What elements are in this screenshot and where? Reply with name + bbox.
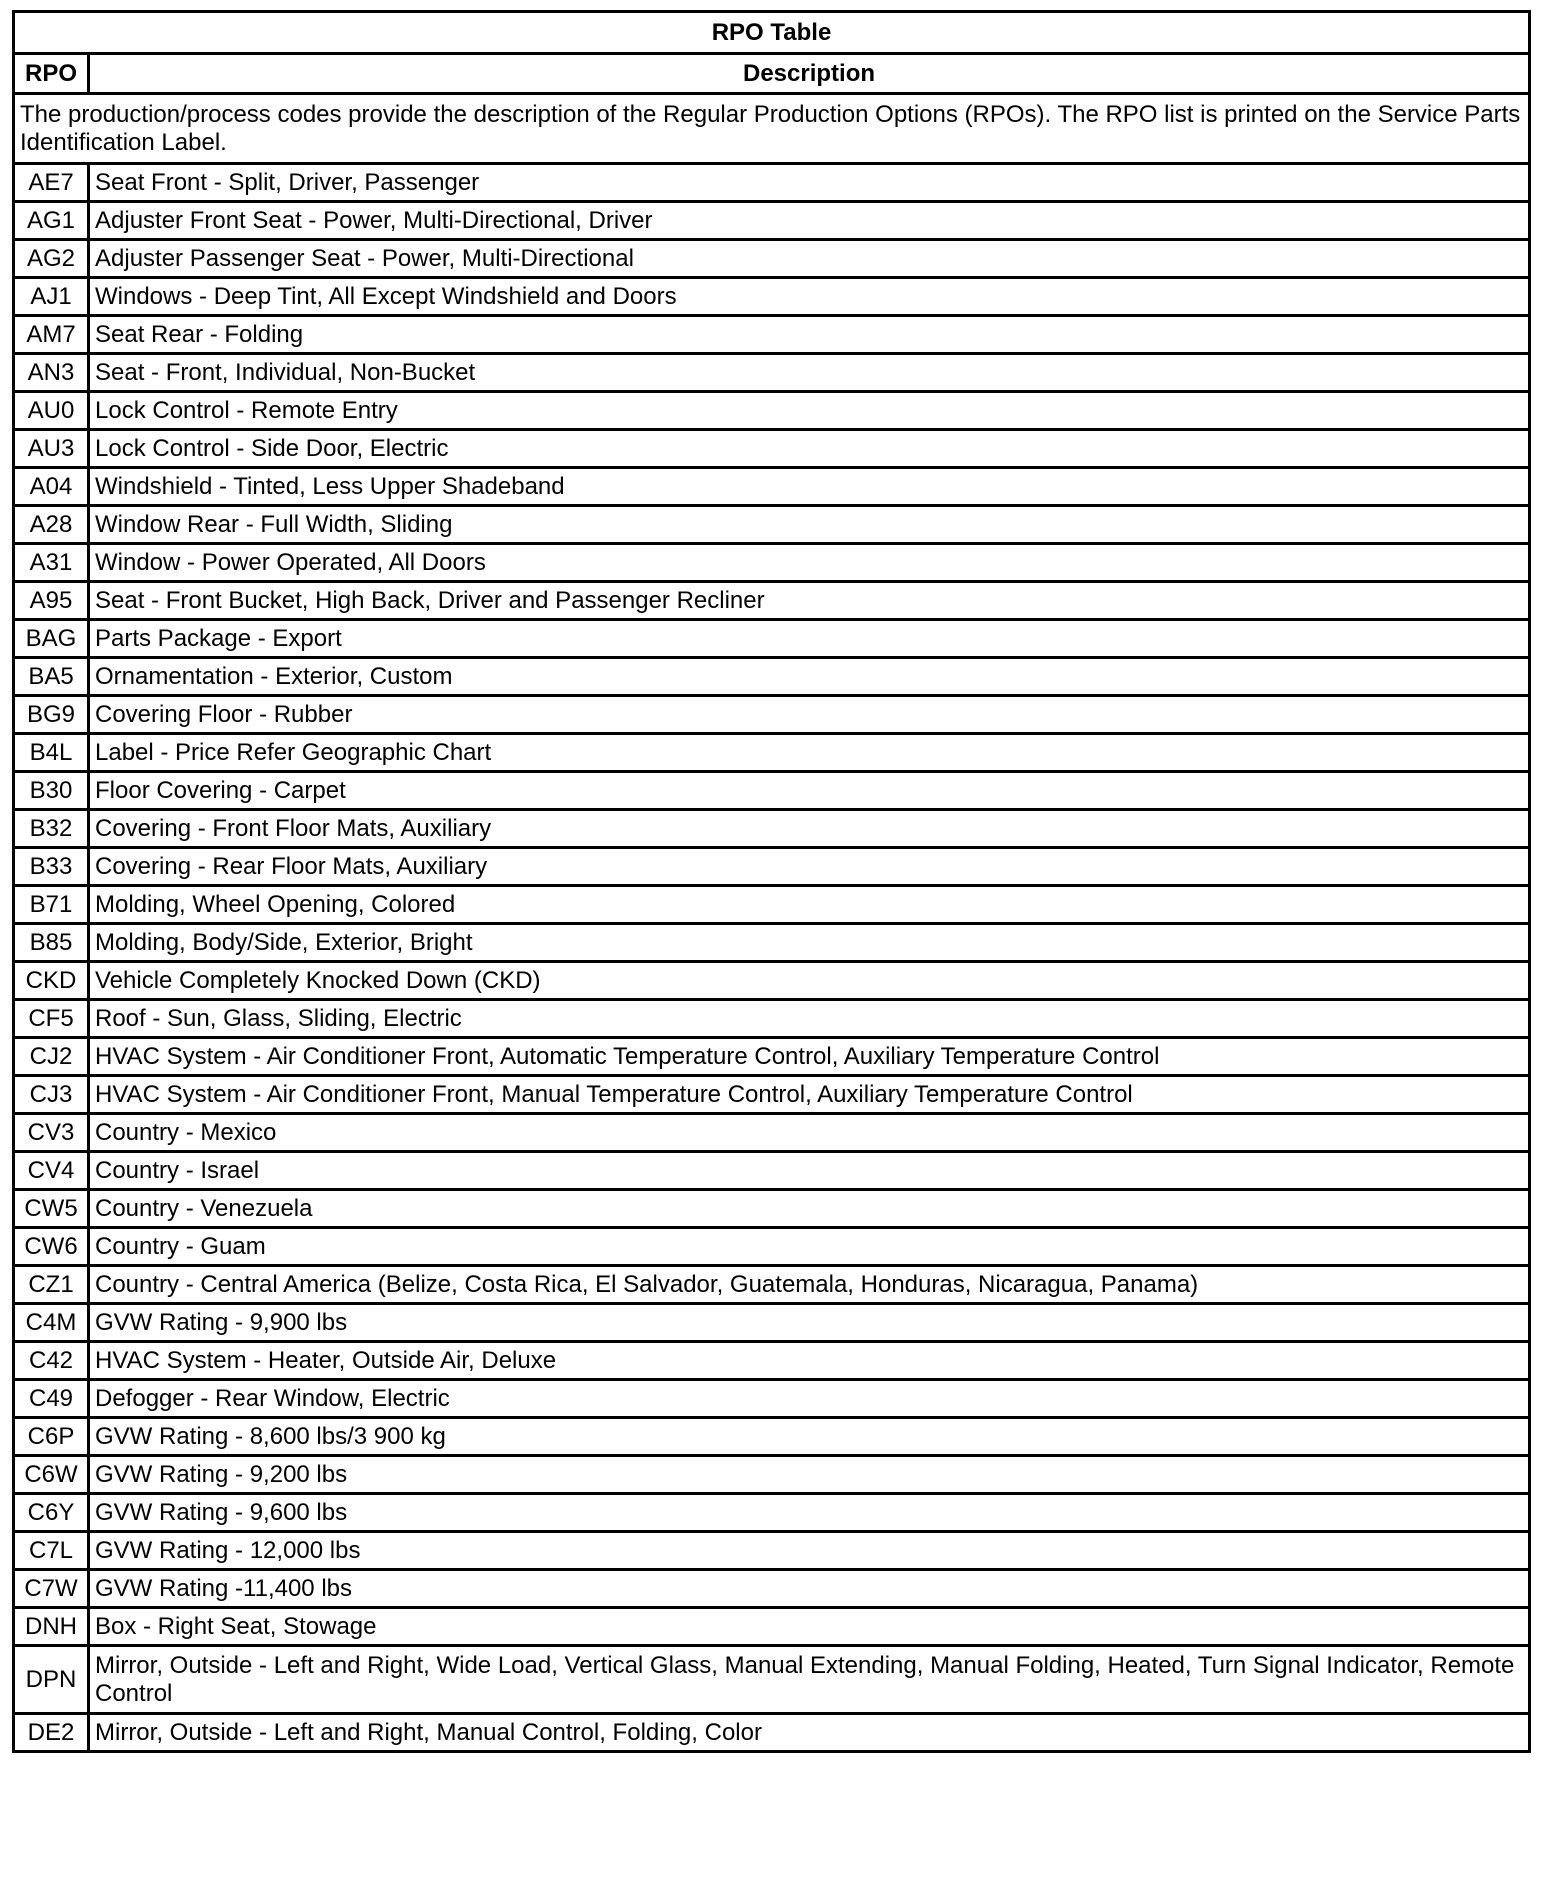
- rpo-code: AU0: [14, 392, 89, 430]
- rpo-description: GVW Rating - 9,600 lbs: [89, 1494, 1530, 1532]
- rpo-description: Seat Front - Split, Driver, Passenger: [89, 164, 1530, 202]
- table-row: [14, 1304, 1530, 1342]
- rpo-code: B4L: [14, 734, 89, 772]
- rpo-code: B30: [14, 772, 89, 810]
- table-row: [14, 1076, 1530, 1114]
- table-row: [14, 1570, 1530, 1608]
- rpo-description: Country - Mexico: [89, 1114, 1530, 1152]
- table-row: [14, 1646, 1530, 1714]
- rpo-description: Adjuster Passenger Seat - Power, Multi-Directional: [89, 240, 1530, 278]
- table-row: [14, 810, 1530, 848]
- table-row: [14, 1418, 1530, 1456]
- rpo-code: BG9: [14, 696, 89, 734]
- rpo-code: DPN: [14, 1646, 89, 1714]
- table-title-row: [14, 12, 1530, 54]
- rpo-code: CW5: [14, 1190, 89, 1228]
- rpo-code: DE2: [14, 1714, 89, 1752]
- rpo-code: CW6: [14, 1228, 89, 1266]
- table-row: [14, 582, 1530, 620]
- table-row: [14, 1494, 1530, 1532]
- rpo-description: Windshield - Tinted, Less Upper Shadeband: [89, 468, 1530, 506]
- rpo-description: Label - Price Refer Geographic Chart: [89, 734, 1530, 772]
- rpo-code: C4M: [14, 1304, 89, 1342]
- rpo-code: AM7: [14, 316, 89, 354]
- rpo-description: Vehicle Completely Knocked Down (CKD): [89, 962, 1530, 1000]
- rpo-description: Molding, Body/Side, Exterior, Bright: [89, 924, 1530, 962]
- rpo-description: Covering Floor - Rubber: [89, 696, 1530, 734]
- rpo-description: Lock Control - Remote Entry: [89, 392, 1530, 430]
- rpo-description: Seat Rear - Folding: [89, 316, 1530, 354]
- table-row: [14, 1714, 1530, 1752]
- rpo-code: CV3: [14, 1114, 89, 1152]
- rpo-description: Lock Control - Side Door, Electric: [89, 430, 1530, 468]
- table-row: [14, 240, 1530, 278]
- table-row: [14, 1152, 1530, 1190]
- table-row: [14, 696, 1530, 734]
- table-row: [14, 506, 1530, 544]
- rpo-description: HVAC System - Air Conditioner Front, Manual Temperature Control, Auxiliary Temperature Control: [89, 1076, 1530, 1114]
- column-header-description: Description: [89, 54, 1530, 94]
- rpo-code: A31: [14, 544, 89, 582]
- rpo-code: AJ1: [14, 278, 89, 316]
- intro-text: The production/process codes provide the description of the Regular Production Options (RPOs). The RPO list is printed on the Service Parts Identification Label.: [14, 94, 1530, 164]
- rpo-description: HVAC System - Air Conditioner Front, Automatic Temperature Control, Auxiliary Temperature Control: [89, 1038, 1530, 1076]
- rpo-description: Window Rear - Full Width, Sliding: [89, 506, 1530, 544]
- rpo-code: CZ1: [14, 1266, 89, 1304]
- rpo-code: AG1: [14, 202, 89, 240]
- rpo-code: C6W: [14, 1456, 89, 1494]
- rpo-code: AN3: [14, 354, 89, 392]
- table-title: RPO Table: [14, 12, 1530, 54]
- rpo-code: DNH: [14, 1608, 89, 1646]
- table-row: [14, 772, 1530, 810]
- rpo-code: CJ3: [14, 1076, 89, 1114]
- table-row: [14, 1038, 1530, 1076]
- table-row: [14, 886, 1530, 924]
- rpo-description: Mirror, Outside - Left and Right, Manual Control, Folding, Color: [89, 1714, 1530, 1752]
- rpo-code: C6Y: [14, 1494, 89, 1532]
- rpo-description: Molding, Wheel Opening, Colored: [89, 886, 1530, 924]
- rpo-description: Adjuster Front Seat - Power, Multi-Directional, Driver: [89, 202, 1530, 240]
- rpo-description: Windows - Deep Tint, All Except Windshield and Doors: [89, 278, 1530, 316]
- table-row: [14, 1114, 1530, 1152]
- table-row: [14, 1380, 1530, 1418]
- intro-row: [14, 94, 1530, 164]
- rpo-description: GVW Rating - 9,900 lbs: [89, 1304, 1530, 1342]
- rpo-description: Country - Israel: [89, 1152, 1530, 1190]
- rpo-description: GVW Rating -11,400 lbs: [89, 1570, 1530, 1608]
- rpo-description: HVAC System - Heater, Outside Air, Deluxe: [89, 1342, 1530, 1380]
- rpo-code: AE7: [14, 164, 89, 202]
- rpo-code: C7W: [14, 1570, 89, 1608]
- table-row: [14, 734, 1530, 772]
- table-row: [14, 620, 1530, 658]
- table-row: [14, 1608, 1530, 1646]
- table-row: [14, 962, 1530, 1000]
- table-row: [14, 278, 1530, 316]
- rpo-code: CF5: [14, 1000, 89, 1038]
- table-row: [14, 392, 1530, 430]
- rpo-code: AU3: [14, 430, 89, 468]
- table-row: [14, 1266, 1530, 1304]
- rpo-description: Ornamentation - Exterior, Custom: [89, 658, 1530, 696]
- rpo-code: CV4: [14, 1152, 89, 1190]
- rpo-code: C6P: [14, 1418, 89, 1456]
- rpo-code: B32: [14, 810, 89, 848]
- table-row: [14, 1228, 1530, 1266]
- rpo-description: GVW Rating - 9,200 lbs: [89, 1456, 1530, 1494]
- rpo-description: Window - Power Operated, All Doors: [89, 544, 1530, 582]
- rpo-description: GVW Rating - 12,000 lbs: [89, 1532, 1530, 1570]
- table-row: [14, 658, 1530, 696]
- table-row: [14, 354, 1530, 392]
- column-header-rpo: RPO: [14, 54, 89, 94]
- table-row: [14, 164, 1530, 202]
- rpo-code: BAG: [14, 620, 89, 658]
- rpo-description: Roof - Sun, Glass, Sliding, Electric: [89, 1000, 1530, 1038]
- rpo-description: Country - Venezuela: [89, 1190, 1530, 1228]
- rpo-description: Country - Guam: [89, 1228, 1530, 1266]
- table-row: [14, 924, 1530, 962]
- rpo-code: C49: [14, 1380, 89, 1418]
- rpo-code: A28: [14, 506, 89, 544]
- table-row: [14, 544, 1530, 582]
- rpo-code: CJ2: [14, 1038, 89, 1076]
- rpo-description: Box - Right Seat, Stowage: [89, 1608, 1530, 1646]
- rpo-code: A04: [14, 468, 89, 506]
- rpo-code: CKD: [14, 962, 89, 1000]
- table-row: [14, 468, 1530, 506]
- rpo-description: Mirror, Outside - Left and Right, Wide Load, Vertical Glass, Manual Extending, Manual Folding, Heated, Turn Signal Indicator, Remote Control: [89, 1646, 1530, 1714]
- table-row: [14, 202, 1530, 240]
- table-row: [14, 1000, 1530, 1038]
- table-row: [14, 1190, 1530, 1228]
- table-row: [14, 316, 1530, 354]
- table-row: [14, 1456, 1530, 1494]
- rpo-description: Defogger - Rear Window, Electric: [89, 1380, 1530, 1418]
- rpo-code: AG2: [14, 240, 89, 278]
- rpo-description: Floor Covering - Carpet: [89, 772, 1530, 810]
- rpo-code: BA5: [14, 658, 89, 696]
- rpo-description: Seat - Front, Individual, Non-Bucket: [89, 354, 1530, 392]
- rpo-code: C42: [14, 1342, 89, 1380]
- rpo-description: Seat - Front Bucket, High Back, Driver and Passenger Recliner: [89, 582, 1530, 620]
- rpo-description: Country - Central America (Belize, Costa Rica, El Salvador, Guatemala, Honduras, Nicaragua, Panama): [89, 1266, 1530, 1304]
- rpo-code: C7L: [14, 1532, 89, 1570]
- rpo-table: [12, 10, 1531, 1753]
- rpo-description: Covering - Front Floor Mats, Auxiliary: [89, 810, 1530, 848]
- rpo-description: Covering - Rear Floor Mats, Auxiliary: [89, 848, 1530, 886]
- table-row: [14, 1342, 1530, 1380]
- table-row: [14, 1532, 1530, 1570]
- table-row: [14, 848, 1530, 886]
- table-row: [14, 430, 1530, 468]
- rpo-code: B33: [14, 848, 89, 886]
- rpo-code: B71: [14, 886, 89, 924]
- rpo-description: Parts Package - Export: [89, 620, 1530, 658]
- rpo-code: B85: [14, 924, 89, 962]
- rpo-description: GVW Rating - 8,600 lbs/3 900 kg: [89, 1418, 1530, 1456]
- table-header-row: [14, 54, 1530, 94]
- rpo-code: A95: [14, 582, 89, 620]
